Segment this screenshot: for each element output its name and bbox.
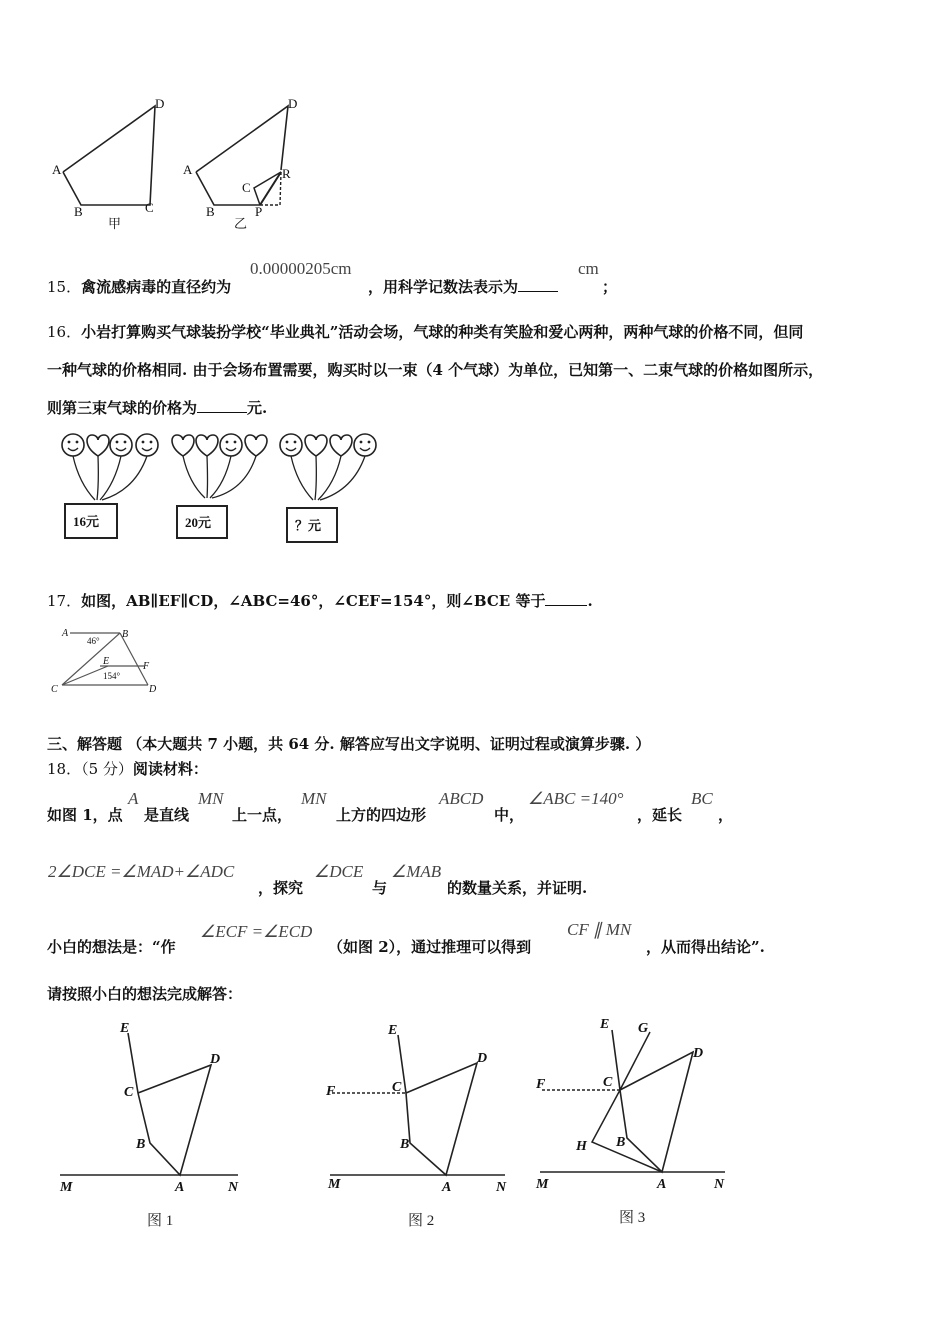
- q16-text-line2: 一种气球的价格相同. 由于会场布置需要，购买时以一束（4 个气球）为单位，已知第一、二束气球的价格如图所示，: [47, 361, 824, 379]
- q16-answer-blank[interactable]: [197, 398, 247, 413]
- q18-figure-2: [320, 1015, 520, 1230]
- q18-number: 18．: [47, 760, 82, 778]
- bundle-1-price: 16元: [73, 514, 100, 529]
- f3-label-h: H: [576, 1139, 587, 1154]
- q18-l2-t1: ，探究: [258, 879, 304, 897]
- q17-angle-46: 46°: [87, 636, 100, 646]
- f1-label-n: N: [228, 1180, 239, 1195]
- jia-label-b: B: [74, 204, 83, 219]
- f3-label-e: E: [600, 1017, 610, 1032]
- f1-label-d: D: [210, 1052, 221, 1067]
- f1-label-e: E: [120, 1021, 130, 1036]
- figure-quadrilateral-jia: [45, 92, 175, 237]
- q18-title: 阅读材料：: [132, 760, 208, 778]
- bundle-2: [172, 434, 267, 538]
- q18-l2-m3: ∠MAB: [391, 862, 442, 881]
- jia-caption: 甲: [108, 216, 122, 231]
- f3-label-b: B: [616, 1135, 626, 1150]
- yi-caption: 乙: [234, 216, 248, 231]
- q18-l3-m1: ∠ECF =∠ECD: [200, 922, 313, 941]
- q18-l1-t7: ，: [718, 806, 734, 824]
- q18-l3-t2: （如图 2），通过推理可以得到: [328, 938, 532, 956]
- q15-text2-wrap: [368, 276, 558, 297]
- f1-label-b: B: [136, 1137, 146, 1152]
- yi-label-r: R: [282, 166, 291, 181]
- q16-line1: [47, 321, 803, 342]
- q18-score: （5 分）: [81, 760, 133, 778]
- f2-label-b: B: [400, 1137, 410, 1152]
- q15-number: 15．: [47, 278, 82, 296]
- q18-l3-t3: ，从而得出结论”.: [646, 938, 765, 956]
- f2-label-e: E: [388, 1023, 398, 1038]
- f2-label-m: M: [328, 1177, 341, 1192]
- f2-label-a: A: [442, 1180, 452, 1195]
- bundle-3: [280, 434, 376, 542]
- q18-l1-t2: 是直线: [144, 806, 190, 824]
- bundle-3-price: ？元: [295, 518, 322, 533]
- q18-l1-t6: ，延长: [637, 806, 683, 824]
- f1-label-a: A: [175, 1180, 185, 1195]
- q18-l1-m5: ∠ABC =140°: [528, 789, 624, 808]
- f3-label-m: M: [536, 1177, 549, 1192]
- f1-label-m: M: [60, 1180, 73, 1195]
- q17-text: 如图，AB∥EF∥CD，∠ABC=46°，∠CEF=154°，则∠BCE 等于: [81, 592, 546, 610]
- figure-quadrilateral-yi: [178, 92, 308, 237]
- yi-label-b: B: [206, 204, 215, 219]
- q17-line: [47, 590, 593, 611]
- yi-label-p: P: [255, 204, 263, 219]
- q18-l1-m3: MN: [301, 789, 327, 808]
- q15-end: ；: [602, 278, 618, 296]
- bundle-2-price: 20元: [185, 515, 212, 530]
- f3-label-d: D: [693, 1046, 704, 1061]
- q18-header: [47, 758, 208, 779]
- q15-text2: ，用科学记数法表示为: [368, 278, 519, 296]
- f3-caption: 图 3: [619, 1210, 646, 1226]
- f3-label-c: C: [603, 1075, 613, 1090]
- q16-number: 16．: [47, 323, 82, 341]
- q17-label-a: A: [62, 628, 69, 639]
- q18-l2-m1: 2∠DCE =∠MAD+∠ADC: [48, 862, 235, 881]
- q18-l2-t3: 的数量关系，并证明.: [447, 879, 588, 897]
- f1-caption: 图 1: [147, 1213, 174, 1229]
- yi-label-a: A: [183, 162, 193, 177]
- bundle-1: [62, 434, 158, 538]
- f3-label-g: G: [638, 1021, 649, 1036]
- f2-label-n: N: [496, 1180, 507, 1195]
- q16-text-line3a: 则第三束气球的价格为: [47, 399, 198, 417]
- q18-l1-m6: BC: [691, 789, 713, 808]
- q17-label-c: C: [51, 684, 58, 695]
- q17-number: 17．: [47, 592, 82, 610]
- q17-label-e: E: [103, 656, 110, 667]
- q16-text-line1: 小岩打算购买气球装扮学校“毕业典礼”活动会场，气球的种类有笑脸和爱心两种，两种气球的价格不同，但同: [81, 323, 804, 341]
- q15-text1: 禽流感病毒的直径约为: [81, 278, 232, 296]
- q17-end: .: [587, 592, 593, 610]
- q15-value: 0.00000205cm: [250, 259, 352, 278]
- q15-answer-blank[interactable]: [518, 277, 558, 292]
- f2-label-c: C: [392, 1080, 402, 1095]
- q18-l1-m1: A: [128, 789, 139, 808]
- f2-caption: 图 2: [408, 1213, 435, 1229]
- q18-l3-m2: CF ∥ MN: [567, 920, 632, 939]
- balloon-bundles-figure: [55, 428, 385, 550]
- f2-label-f: F: [326, 1084, 336, 1099]
- f2-label-d: D: [477, 1051, 488, 1066]
- q16-text-line3b: 元.: [247, 399, 268, 417]
- q18-figure-3: [530, 1010, 740, 1230]
- jia-label-d: D: [155, 96, 165, 111]
- f3-label-a: A: [657, 1177, 667, 1192]
- q18-l1-m4: ABCD: [439, 789, 484, 808]
- jia-label-a: A: [52, 162, 62, 177]
- f3-label-f: F: [536, 1077, 546, 1092]
- q16-line3: [47, 397, 267, 418]
- q18-l2-m2: ∠DCE: [314, 862, 364, 881]
- section3-title: 三、解答题 （本大题共 7 小题，共 64 分. 解答应写出文字说明、证明过程或演算步骤. ）: [47, 735, 651, 753]
- q18-l1-t1: 如图 1，点: [47, 806, 123, 824]
- q18-l2-t2: 与: [372, 879, 388, 897]
- q15-unit: cm: [578, 259, 599, 278]
- q15-line: [47, 276, 231, 297]
- yi-label-d: D: [288, 96, 298, 111]
- yi-label-c: C: [242, 180, 251, 195]
- q18-l1-t5: 中，: [494, 806, 525, 824]
- q18-l1-m2: MN: [198, 789, 224, 808]
- q18-figure-1: [50, 1015, 260, 1230]
- f3-label-n: N: [714, 1177, 725, 1192]
- q17-angle-154: 154°: [103, 671, 121, 681]
- q18-l1-t3: 上一点，: [232, 806, 293, 824]
- q18-l1-t4: 上方的四边形: [336, 806, 427, 824]
- q17-label-f: F: [143, 661, 150, 672]
- q17-figure: [48, 622, 168, 702]
- q18-l4: 请按照小白的想法完成解答：: [47, 985, 243, 1003]
- q17-label-d: D: [149, 684, 157, 695]
- q17-label-b: B: [122, 629, 129, 640]
- jia-label-c: C: [145, 200, 154, 215]
- f1-label-c: C: [124, 1085, 134, 1100]
- q17-answer-blank[interactable]: [545, 591, 587, 606]
- q18-l3-t1: 小白的想法是：“作: [47, 938, 176, 956]
